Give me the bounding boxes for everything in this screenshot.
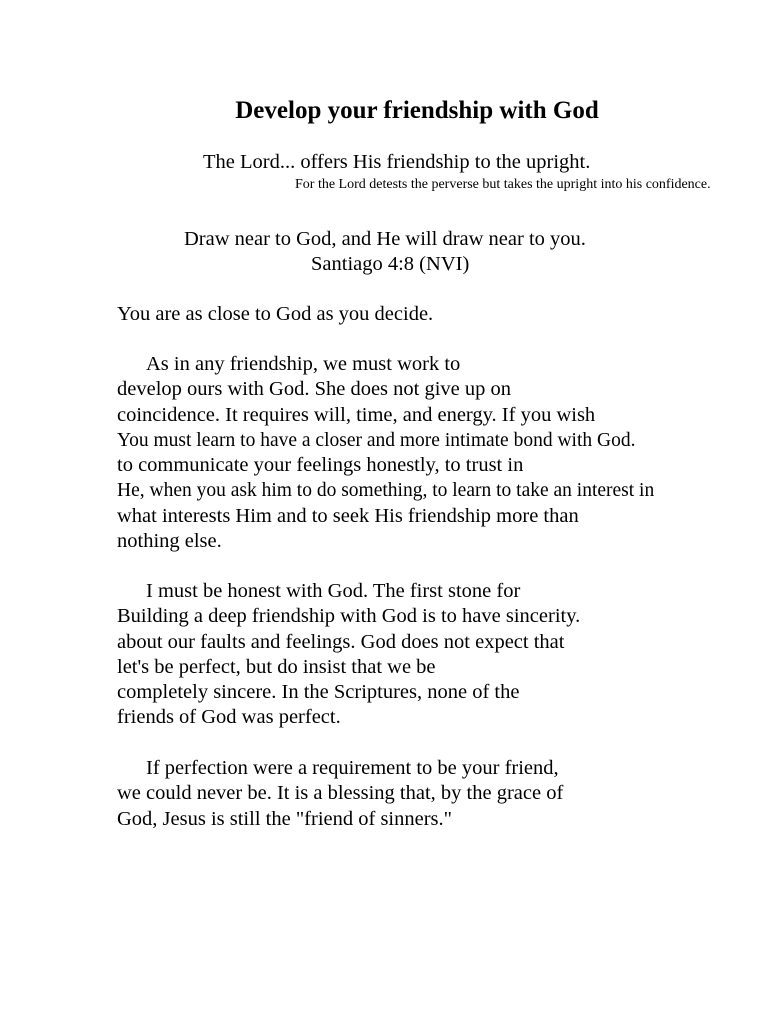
- paragraph-line: As in any friendship, we must work to: [146, 353, 461, 375]
- paragraph-line: what interests Him and to seek His friendship more than: [117, 504, 579, 527]
- verse-reference: Santiago 4:8 (NVI): [311, 253, 470, 275]
- paragraph-1: [117, 352, 654, 554]
- paragraph-line: nothing else.: [117, 530, 222, 553]
- paragraph-line: He, when you ask him to do something, to learn to take an interest in: [117, 480, 655, 502]
- paragraph-line: to communicate your feelings honestly, to trust in: [117, 454, 524, 477]
- paragraph-line: You are as close to God as you decide.: [117, 303, 434, 325]
- document-title: Develop your friendship with God: [235, 97, 599, 124]
- paragraph-line: If perfection were a requirement to be your friend,: [146, 757, 559, 779]
- paragraph-3: [117, 756, 563, 832]
- verse-quote-2: Draw near to God, and He will draw near to you.: [184, 228, 586, 250]
- intro-paragraph: [117, 302, 433, 327]
- paragraph-line: completely sincere. In the Scriptures, none of the: [117, 681, 520, 704]
- paragraph-line: let's be perfect, but do insist that we be: [117, 655, 436, 678]
- paragraph-line: Building a deep friendship with God is to have sincerity.: [117, 605, 581, 628]
- paragraph-2: [117, 579, 580, 731]
- paragraph-line: develop ours with God. She does not give up on: [117, 378, 512, 401]
- verse-alternate-translation: For the Lord detests the perverse but takes the upright into his confidence.: [295, 177, 711, 192]
- verse-quote: The Lord... offers His friendship to the upright.: [203, 151, 591, 173]
- paragraph-line: God, Jesus is still the "friend of sinners.": [117, 807, 453, 830]
- paragraph-line: about our faults and feelings. God does not expect that: [117, 630, 565, 653]
- paragraph-line: coincidence. It requires will, time, and energy. If you wish: [117, 403, 596, 426]
- paragraph-line: You must learn to have a closer and more intimate bond with God.: [117, 429, 636, 451]
- paragraph-line: friends of God was perfect.: [117, 706, 341, 729]
- paragraph-line: we could never be. It is a blessing that, by the grace of: [117, 782, 564, 805]
- paragraph-line: I must be honest with God. The first stone for: [146, 580, 521, 602]
